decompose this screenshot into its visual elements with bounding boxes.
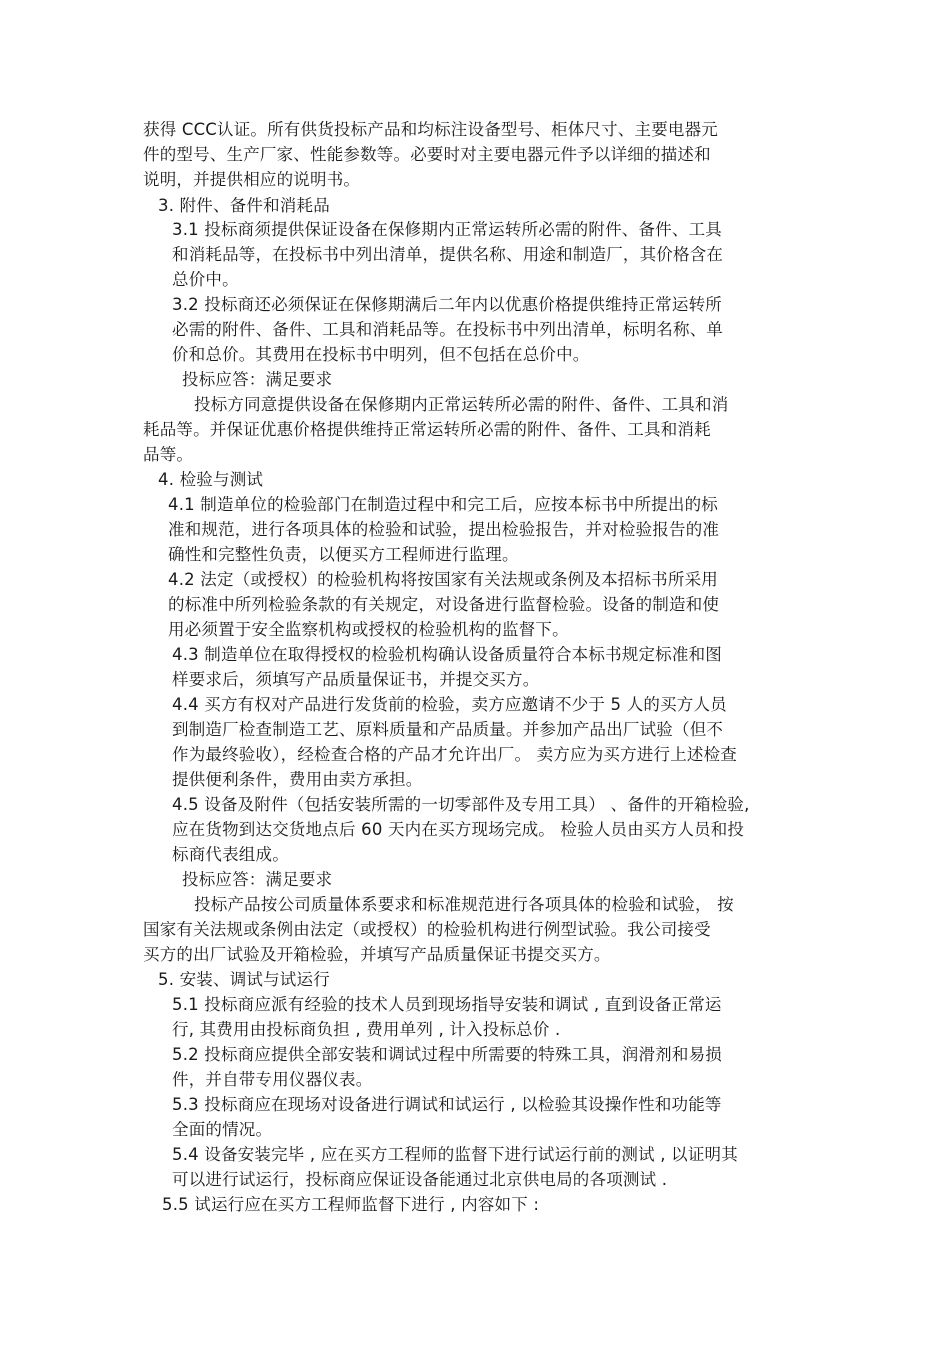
text-line: 4.4 买方有权对产品进行发货前的检验，卖方应邀请不少于 5 人的买方人员 xyxy=(172,695,727,714)
text-line: 5.3 投标商应在现场对设备进行调试和试运行 , 以检验其设操作性和功能等 xyxy=(172,1095,722,1114)
text-line: 5.1 投标商应派有经验的技术人员到现场指导安装和调试 , 直到设备正常运 xyxy=(172,995,722,1014)
text-line: 必需的附件、备件、工具和消耗品等。在投标书中列出清单，标明名称、单 xyxy=(172,320,724,339)
text-line: 用必须置于安全监察机构或授权的检验机构的监督下。 xyxy=(168,620,569,639)
text-line: 作为最终验收），经检查合格的产品才允许出厂。 卖方应为买方进行上述检查 xyxy=(172,745,737,764)
text-line: 提供便利条件，费用由卖方承担。 xyxy=(172,770,423,789)
text-line: 准和规范，进行各项具体的检验和试验，提出检验报告，并对检验报告的准 xyxy=(168,520,720,539)
text-line: 标商代表组成。 xyxy=(172,845,289,864)
text-line: 样要求后，须填写产品质量保证书，并提交买方。 xyxy=(172,670,540,689)
text-line: 价和总价。其费用在投标书中明列，但不包括在总价中。 xyxy=(172,345,590,364)
text-line: 到制造厂检查制造工艺、原料质量和产品质量。并参加产品出厂试验（但不 xyxy=(172,720,724,739)
text-line: 耗品等。并保证优惠价格提供维持正常运转所必需的附件、备件、工具和消耗 xyxy=(143,420,711,439)
text-line: 和消耗品等，在投标书中列出清单，提供名称、用途和制造厂，其价格含在 xyxy=(172,245,724,264)
text-line: 确性和完整性负责，以便买方工程师进行监理。 xyxy=(168,545,519,564)
text-line: 投标产品按公司质量体系要求和标准规范进行各项具体的检验和试验， 按 xyxy=(194,895,734,914)
text-line: 买方的出厂试验及开箱检验，并填写产品质量保证书提交买方。 xyxy=(143,945,611,964)
text-line: 件的型号、生产厂家、性能参数等。必要时对主要电器元件予以详细的描述和 xyxy=(143,145,711,164)
text-line: 4.5 设备及附件（包括安装所需的一切零部件及专用工具） 、备件的开箱检验, xyxy=(172,795,750,814)
text-line: 的标准中所列检验条款的有关规定，对设备进行监督检验。设备的制造和使 xyxy=(168,595,720,614)
section-heading: 3. 附件、备件和消耗品 xyxy=(158,196,330,215)
text-line: 5.5 试运行应在买方工程师监督下进行 , 内容如下 : xyxy=(162,1195,540,1214)
text-line: 3.2 投标商还必须保证在保修期满后二年内以优惠价格提供维持正常运转所 xyxy=(172,295,722,314)
text-line: 国家有关法规或条例由法定（或授权）的检验机构进行例型试验。我公司接受 xyxy=(143,920,711,939)
text-line: 5.4 设备安装完毕 , 应在买方工程师的监督下进行试运行前的测试 , 以证明其 xyxy=(172,1145,738,1164)
text-line: 4.1 制造单位的检验部门在制造过程中和完工后，应按本标书中所提出的标 xyxy=(168,495,718,514)
text-line: 品等。 xyxy=(143,445,194,464)
text-line: 总价中。 xyxy=(172,270,239,289)
text-line: 件，并自带专用仪器仪表。 xyxy=(172,1070,373,1089)
section-heading: 5. 安装、调试与试运行 xyxy=(158,970,330,989)
response-label: 投标应答：满足要求 xyxy=(182,370,333,389)
section-heading: 4. 检验与测试 xyxy=(158,470,264,489)
response-label: 投标应答：满足要求 xyxy=(182,870,333,889)
text-line: 说明，并提供相应的说明书。 xyxy=(143,170,361,189)
text-line: 4.2 法定（或授权）的检验机构将按国家有关法规或条例及本招标书所采用 xyxy=(168,570,718,589)
text-line: 全面的情况。 xyxy=(172,1120,273,1139)
text-line: 可以进行试运行，投标商应保证设备能通过北京供电局的各项测试 . xyxy=(172,1170,668,1189)
text-line: 投标方同意提供设备在保修期内正常运转所必需的附件、备件、工具和消 xyxy=(194,395,729,414)
text-line: 获得 CCC认证。所有供货投标产品和均标注设备型号、柜体尺寸、主要电器元 xyxy=(143,120,719,139)
text-line: 应在货物到达交货地点后 60 天内在买方现场完成。 检验人员由买方人员和投 xyxy=(172,820,745,839)
text-line: 3.1 投标商须提供保证设备在保修期内正常运转所必需的附件、备件、工具 xyxy=(172,220,722,239)
text-line: 行, 其费用由投标商负担 , 费用单列 , 计入投标总价 . xyxy=(172,1020,561,1039)
text-line: 5.2 投标商应提供全部安装和调试过程中所需要的特殊工具，润滑剂和易损 xyxy=(172,1045,722,1064)
text-line: 4.3 制造单位在取得授权的检验机构确认设备质量符合本标书规定标准和图 xyxy=(172,645,722,664)
